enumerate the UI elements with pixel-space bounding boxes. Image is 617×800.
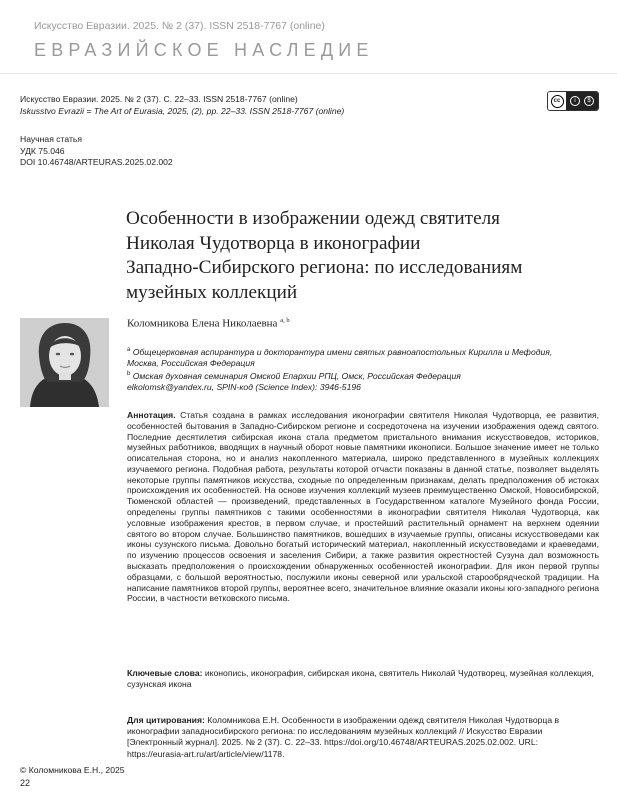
doi[interactable]: DOI 10.46748/ARTEURAS.2025.02.002 [20, 157, 173, 167]
citation-en: Iskusstvo Evrazii = The Art of Eurasia, 2025, (2), pp. 22–33. ISSN 2518-7767 (online) [20, 106, 345, 116]
author-affiliation-marks: a, b [280, 317, 290, 324]
affiliation-line [127, 358, 597, 369]
abstract-label: Аннотация. [127, 410, 176, 420]
author-portrait-image [20, 318, 109, 407]
affiliation-text: Общецерковная аспирантура и докторантура имени святых равноапостольных Кирилла и Мефодия, [132, 346, 553, 357]
page-number: 22 [20, 778, 31, 788]
title-line: музейных коллекций [126, 281, 298, 303]
header-divider [0, 73, 617, 74]
title-line: Особенности в изображении одежд святителя [126, 208, 500, 229]
abstract [127, 410, 599, 604]
cc-license-badge[interactable] [547, 91, 599, 111]
author-name-text: Коломникова Елена Николаевна [127, 317, 278, 330]
attribution-icon: i [570, 96, 580, 106]
cite-text[interactable]: Коломникова Е.Н. Особенности в изображении одежд святителя Николая Чудотворца в иконографии западносибирского региона: по исследованиям музейных коллекций // Искусство Евразии [Электронный журнал]. 2025. № 2 (37). С. 22–33. https://doi.org/10.46748/ARTEURAS.2025.02.002. URL: https://eurasia-art.ru/art/article/view/1178. [127, 715, 560, 759]
article-title [126, 207, 596, 305]
title-line: Западно-Сибирского региона: по исследованиям [126, 257, 523, 278]
affiliation-mark: b [127, 371, 131, 378]
affiliation-line [127, 345, 597, 358]
cite-block [127, 715, 597, 760]
title-line: Николая Чудотворца в иконографии [126, 232, 421, 254]
keywords-text: иконопись, иконография, сибирская икона, святитель Николай Чудотворец, музейная коллекция, сузунская икона [127, 668, 594, 689]
cc-icon: cc [551, 95, 564, 108]
author-name [127, 317, 290, 330]
author-photo [20, 318, 109, 407]
citation-ru: Искусство Евразии. 2025. № 2 (37). С. 22–33. ISSN 2518-7767 (online) [20, 94, 298, 104]
article-type: Научная статья [20, 134, 83, 144]
keywords [127, 668, 599, 690]
author-email[interactable]: elkolomsk@yandex.ru, SPIN-код (Science Index): 3946-5196 [127, 382, 361, 393]
author-affiliations [127, 345, 597, 394]
keywords-label: Ключевые слова: [127, 668, 203, 678]
affiliation-text: Омская духовная семинария Омской Епархии РПЦ, Омск, Российская Федерация [132, 371, 461, 382]
author-contact[interactable] [127, 382, 597, 393]
abstract-text: Статья создана в рамках исследования иконографии святителя Николая Чудотворца, ее развития, особенностей бытования в Западно-Сибирском регионе и сосредоточена на изучении изображения одежд святого. Последние десятилетия сибирская икона стала предметом пристального внимания искусствоведов, историков, музейных работников, вводящих в научный оборот новые памятники иконописи. Большое значение имеет не только описательная сторона, но и анализ накопленного материала, широко представленного в музейных коллекциях изучаемого региона. Подобная работа, результаты которой отчасти показаны в данной статье, позволяет выделять некоторые группы памятников искусства, сходные по определенным признакам, делать предположения об истоках происхождения их особенностей. На основе изучения коллекций музеев преимущественно Омской, Новосибирской, Тюменской областей — произведений, представленных в Государственном каталоге Музейного фонда России, определены группы памятников с такими особенностями в иконографии святителя Николая Чудотворца, как условные изображения крестов, в первом случае, и простейший растительный орнамент на верхнем одеянии святого во втором случае. Большинство памятников, вошедших в изучаемые группы, описаны искусствоведами как иконы сузунского письма. Довольно богатый исторический материал, накопленный искусствоведами и краеведами, по изучению процессов освоения и заселения Сибири, а также развития окрестностей Сузуна дал возможность высказать предположения о происхождении обнаруженных особенностей иконографии. Для икон первой группы образцами, с большой вероятностью, послужили иконы северной или уральской старообрядческой традиции. На написание памятников второй группы, вероятнее всего, значительное влияние оказали иконы юго-западного региона России, в частности ветковского письма. [127, 410, 599, 604]
affiliation-line [127, 369, 597, 382]
affiliation-text: Москва, Российская Федерация [127, 358, 255, 369]
affiliation-mark: a [127, 347, 131, 353]
journal-name: ЕВРАЗИЙСКОЕ НАСЛЕДИЕ [34, 40, 374, 60]
udk: УДК 75.046 [20, 145, 65, 156]
copyright: © Коломникова Е.Н., 2025 [20, 765, 125, 775]
journal-header-line: Искусство Евразии. 2025. № 2 (37). ISSN 2518-7767 (online) [34, 20, 325, 32]
noncommercial-icon: $ [584, 96, 594, 106]
article-meta [20, 134, 173, 169]
cite-label: Для цитирования: [127, 715, 205, 725]
